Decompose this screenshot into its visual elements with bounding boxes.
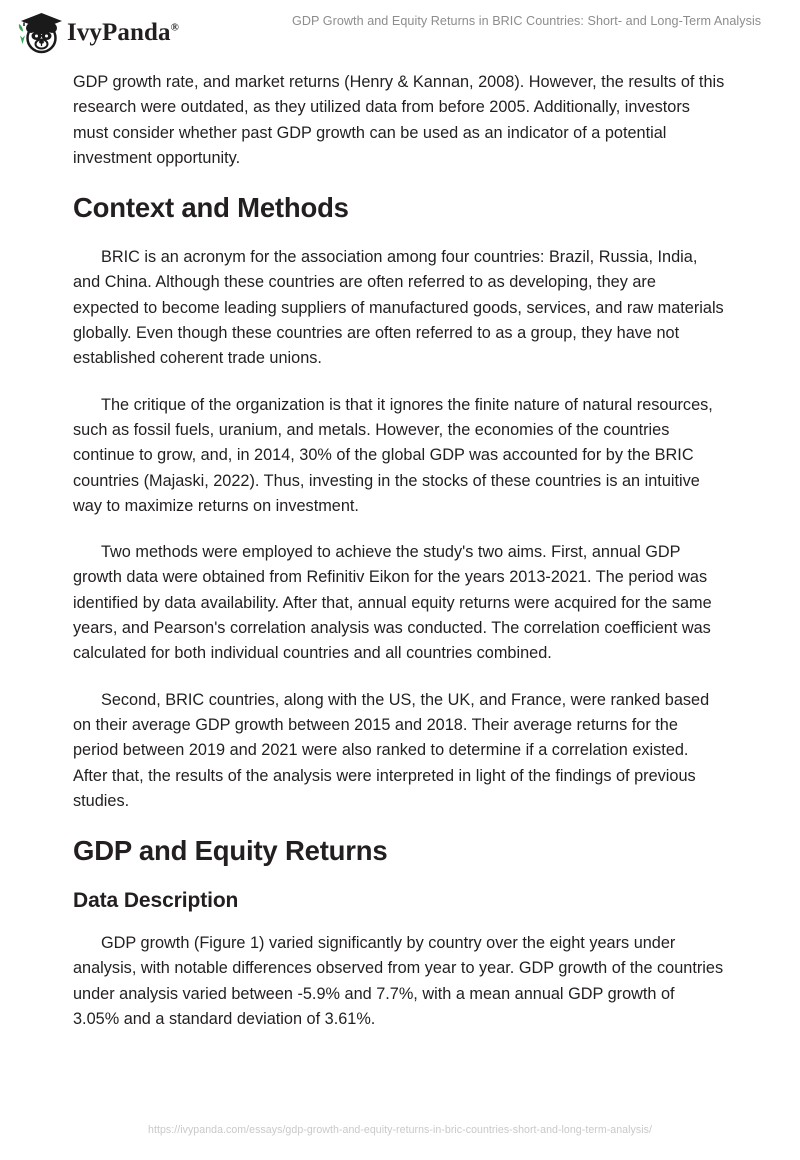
body-paragraph: BRIC is an acronym for the association among four countries: Brazil, Russia, India, and China. Although these countries are often referred to as developing, they are expected to become leading suppliers of manufactured goods, services, and raw materials globally. Even though these countries are often referred to as a group, they have not established coherent trade unions. xyxy=(73,248,724,368)
body-paragraph: Second, BRIC countries, along with the US, the UK, and France, were ranked based on their average GDP growth between 2015 and 2018. Their average returns for the period between 2019 and 2021 were also ranked to determine if a correlation existed. After that, the results of the analysis were interpreted in light of the findings of previous studies. xyxy=(73,690,710,810)
panda-graduation-cap-logo-icon xyxy=(14,9,64,55)
logo-wordmark xyxy=(67,20,179,45)
body-paragraph: GDP growth rate, and market returns (Henry & Kannan, 2008). However, the results of this research were outdated, as they utilized data from before 2005. Additionally, investors must consider whether past GDP growth can be used as an indicator of a potential investment opportunity. xyxy=(73,73,725,167)
registered-trademark-symbol: ® xyxy=(170,21,179,34)
ivypanda-logo[interactable] xyxy=(14,9,179,55)
section-heading: Context and Methods xyxy=(73,192,349,224)
subsection-heading: Data Description xyxy=(73,889,239,913)
page-header xyxy=(0,0,800,66)
body-paragraph: The critique of the organization is that it ignores the finite nature of natural resources, such as fossil fuels, uranium, and metals. However, the economies of the countries continue to grow, and, in 2014, 30% of the global GDP was accounted for by the BRIC countries (Majaski, 2022). Thus, investing in the stocks of these countries is an intuitive way to maximize returns on investment. xyxy=(73,395,713,515)
body-paragraph: Two methods were employed to achieve the study's two aims. First, annual GDP growth data were obtained from Refinitiv Eikon for the years 2013-2021. The period was identified by data availability. After that, annual equity returns were acquired for the same years, and Pearson's correlation analysis was conducted. The correlation coefficient was calculated for both individual countries and all countries combined. xyxy=(73,543,712,663)
document-body xyxy=(73,70,725,1053)
document-header-title: GDP Growth and Equity Returns in BRIC Countries: Short- and Long-Term Analysis xyxy=(292,14,762,28)
page-footer xyxy=(0,1120,800,1138)
section-heading: GDP and Equity Returns xyxy=(73,835,388,867)
body-paragraph: GDP growth (Figure 1) varied significantly by country over the eight years under analysis, with notable differences observed from year to year. GDP growth of the countries under analysis varied between -5.9% and 7.7%, with a mean annual GDP growth of 3.05% and a standard deviation of 3.61%. xyxy=(73,934,724,1029)
logo-wordmark-text: IvyPanda xyxy=(67,18,171,46)
source-url[interactable]: https://ivypanda.com/essays/gdp-growth-and-equity-returns-in-bric-countries-short-and-long-term-analysis/ xyxy=(148,1124,652,1136)
